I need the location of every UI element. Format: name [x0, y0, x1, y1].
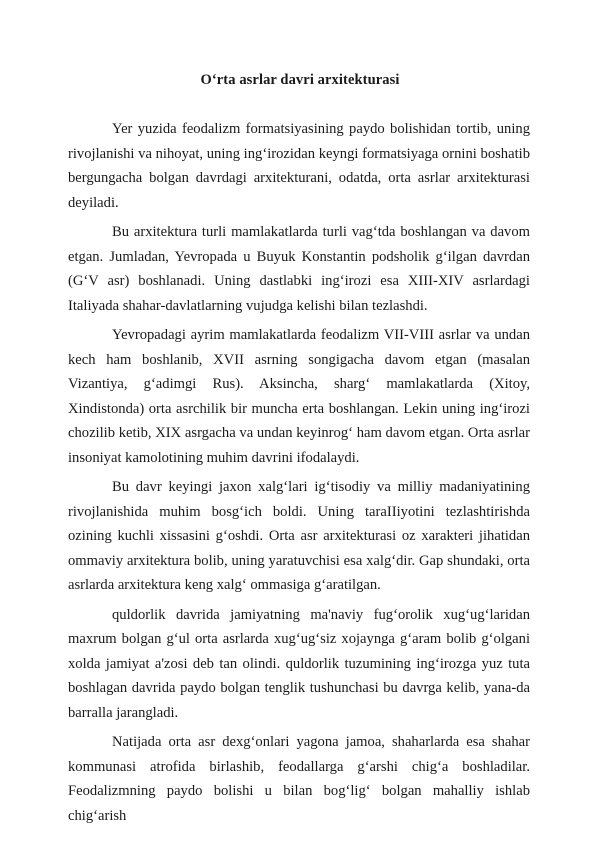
- paragraph-4: Bu davr keyingi jaxon xalg‘lari ig‘tisodiy va milliy madaniyatining rivojlanishida muhim bosg‘ich boldi. Uning taraIIiyotini tezlashtirishda ozining kuchli xissasini g‘oshdi. Orta asr arxitekturasi oz xarakteri jihatidan ommaviy arxitektura bolib, uning yaratuvchisi esa xalg‘dir. Gap shundaki, orta asrlarda arxitektura keng xalg‘ ommasiga g‘aratilgan.: [68, 479, 530, 593]
- paragraph-5: quldorlik davrida jamiyatning ma'naviy fug‘orolik xug‘ug‘laridan maxrum bolgan g‘ul orta asrlarda xug‘ug‘siz xojaynga g‘aram bolib g‘olgani xolda jamiyat a'zosi deb tan olindi. quldorlik tuzumining ing‘irozga yuz tuta boshlagan davrida paydo bolgan tenglik tushunchasi bu davrga kelib, yana-da barralla jarangladi.: [68, 606, 530, 721]
- paragraph-1: Yer yuzida feodalizm formatsiyasining paydo bolishidan tortib, uning rivojlanishi va nihoyat, uning ing‘irozidan keyngi formatsiyaga ornini boshatib bergungacha bolgan davrdagi arxitekturani, odatda, orta asrlar arxitekturasi deyiladi.: [68, 121, 530, 211]
- page-title: O‘rta asrlar davri arxitekturasi: [200, 72, 400, 88]
- paragraph-2: Bu arxitektura turli mamlakatlarda turli vag‘tda boshlangan va davom etgan. Jumladan, Yevropada u Buyuk Konstantin podsholik g‘ilgan davrdan (G‘V asr) boshlanadi. Uning dastlabki ing‘irozi esa XIII-XIV asrlardagi Italiyada shahar-davlatlarning vujudga kelishi bilan tezlashdi.: [68, 224, 530, 314]
- paragraph-3: Yevropadagi ayrim mamlakatlarda feodalizm VII-VIII asrlar va undan kech ham boshlanib, XVII asrning songigacha davom etgan (masalan Vizantiya, g‘adimgi Rus). Aksincha, sharg‘ mamlakatlarda (Xitoy, Xindistonda) orta asrchilik bir muncha erta boshlangan. Lekin uning ing‘irozi chozilib ketib, XIX asrgacha va undan keyinrog‘ ham davom etgan. Orta asrlar insoniyat kamolotining muhim davrini ifodalaydi.: [68, 327, 530, 466]
- document-body: [68, 117, 530, 833]
- paragraph-6: Natijada orta asr dexg‘onlari yagona jamoa, shaharlarda esa shahar kommunasi atrofida birlashib, feodallarga g‘arshi chig‘a boshladilar. Feodalizmning paydo bolishi u bilan bog‘lig‘ bolgan mahalliy ishlab chig‘arish: [68, 734, 530, 824]
